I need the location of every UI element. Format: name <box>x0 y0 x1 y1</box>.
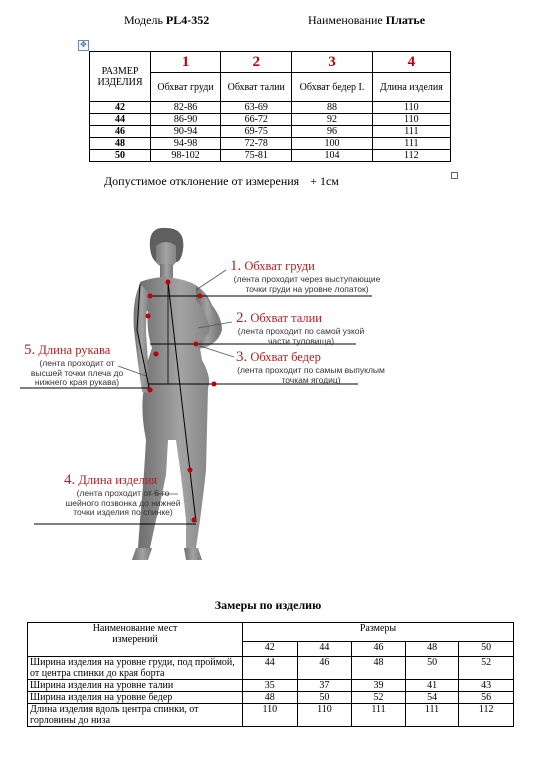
size-col-header: 44 <box>297 642 352 657</box>
annotation-number: 2. <box>236 310 248 326</box>
table-cell: 50 <box>405 657 459 680</box>
measure-name: Длина изделия вдоль центра спинки, от горловины до низа <box>28 704 243 727</box>
table-row <box>90 114 451 126</box>
table-cell: 104 <box>292 150 372 162</box>
tolerance-note <box>104 174 339 189</box>
size-col-header: 48 <box>405 642 459 657</box>
size-table <box>89 51 451 162</box>
column-label: Обхват бедер I. <box>292 73 372 102</box>
size-cell: 50 <box>90 150 151 162</box>
table-cell: 111 <box>352 704 406 727</box>
annotation-sleeve-desc: (лента проходит от высшей точки плеча до нижнего края рукава) <box>30 358 124 387</box>
annotation-length <box>64 472 196 518</box>
annotation-bust-title <box>230 258 390 275</box>
annotation-length-title <box>64 472 196 489</box>
table-cell: 52 <box>352 692 406 704</box>
sizes-header: Размеры <box>243 623 514 642</box>
table-cell: 48 <box>243 692 298 704</box>
name-label: Наименование <box>308 13 383 27</box>
table-cell: 111 <box>405 704 459 727</box>
table-cell: 39 <box>352 680 406 692</box>
annotation-sleeve <box>24 342 134 388</box>
measure-name: Ширина изделия на уровне груди, под проймой, от центра спинки до края борта <box>28 657 243 680</box>
table-cell: 94-98 <box>151 138 221 150</box>
column-number: 2 <box>221 52 292 73</box>
measure-name: Ширина изделия на уровне талии <box>28 680 243 692</box>
size-header: РАЗМЕР ИЗДЕЛИЯ <box>90 52 151 102</box>
annotation-number: 1. <box>230 258 242 274</box>
annotation-waist <box>236 310 376 346</box>
table-cell: 111 <box>372 126 450 138</box>
table-cell: 96 <box>292 126 372 138</box>
annotation-length-desc: (лента проходит от 6-го шейного позвонка до нижней точки изделия по спинке) <box>65 488 181 517</box>
annotation-hips-title <box>236 349 396 366</box>
table-row <box>28 704 514 727</box>
table-row <box>28 657 514 680</box>
annotation-label: Обхват талии <box>247 311 322 325</box>
table-cell: 98-102 <box>151 150 221 162</box>
measure-name: Ширина изделия на уровне бедер <box>28 692 243 704</box>
annotation-bust-desc: (лента проходит через выступающие точки груди на уровне лопаток) <box>233 274 381 294</box>
name-value: Платье <box>385 13 426 27</box>
table-cell: 63-69 <box>221 102 292 114</box>
table-cell: 111 <box>372 138 450 150</box>
annotation-label: Обхват груди <box>241 259 315 273</box>
column-number: 1 <box>151 52 221 73</box>
name-header: Наименование мест измерений <box>28 623 243 657</box>
size-cell: 44 <box>90 114 151 126</box>
table-row <box>90 150 451 162</box>
table-cell: 110 <box>297 704 352 727</box>
table-cell: 48 <box>352 657 406 680</box>
table-cell: 110 <box>372 114 450 126</box>
table-cell: 112 <box>459 704 514 727</box>
product-table <box>27 622 514 727</box>
table-cell: 100 <box>292 138 372 150</box>
annotation-label: Длина изделия <box>75 473 158 487</box>
table-cell: 50 <box>297 692 352 704</box>
model-value: PL4-352 <box>165 13 210 27</box>
column-number: 4 <box>372 52 450 73</box>
annotation-hips-desc: (лента проходит по самым выпуклым точкам ягодиц) <box>237 365 385 385</box>
table-cell: 52 <box>459 657 514 680</box>
table-cell: 66-72 <box>221 114 292 126</box>
table-row <box>90 138 451 150</box>
table-cell: 88 <box>292 102 372 114</box>
column-label: Длина изделия <box>372 73 450 102</box>
annotation-waist-title <box>236 310 376 327</box>
table-cell: 112 <box>372 150 450 162</box>
table-cell: 54 <box>405 692 459 704</box>
table-cell: 43 <box>459 680 514 692</box>
annotation-number: 3. <box>236 349 248 365</box>
table-cell: 75-81 <box>221 150 292 162</box>
size-cell: 48 <box>90 138 151 150</box>
table-cell: 110 <box>372 102 450 114</box>
table-row <box>90 102 451 114</box>
annotation-sleeve-title <box>24 342 134 359</box>
column-number: 3 <box>292 52 372 73</box>
table-cell: 46 <box>297 657 352 680</box>
column-label: Обхват талии <box>221 73 292 102</box>
annotation-label: Длина рукава <box>35 343 111 357</box>
annotation-number: 4. <box>64 472 76 488</box>
annotation-waist-desc: (лента проходит по самой узкой части туловища) <box>237 326 365 346</box>
body-figure-illustration <box>0 200 536 580</box>
annotation-bust <box>230 258 390 294</box>
size-cell: 42 <box>90 102 151 114</box>
size-col-header: 42 <box>243 642 298 657</box>
table-move-handle-icon[interactable]: ✥ <box>78 40 89 51</box>
table-cell: 44 <box>243 657 298 680</box>
annotation-hips <box>236 349 396 385</box>
size-col-header: 46 <box>352 642 406 657</box>
table-cell: 35 <box>243 680 298 692</box>
tolerance-text: Допустимое отклонение от измерения <box>104 174 300 188</box>
annotation-label: Обхват бедер <box>247 350 321 364</box>
annotation-number: 5. <box>24 342 36 358</box>
model-line <box>124 13 209 28</box>
product-table-title: Замеры по изделию <box>214 598 322 612</box>
table-resize-handle[interactable] <box>451 172 458 179</box>
table-cell: 92 <box>292 114 372 126</box>
table-cell: 56 <box>459 692 514 704</box>
table-row <box>90 126 451 138</box>
table-cell: 90-94 <box>151 126 221 138</box>
name-line <box>308 13 425 28</box>
size-cell: 46 <box>90 126 151 138</box>
size-col-header: 50 <box>459 642 514 657</box>
table-cell: 82-86 <box>151 102 221 114</box>
table-cell: 110 <box>243 704 298 727</box>
table-cell: 41 <box>405 680 459 692</box>
model-label: Модель <box>124 13 163 27</box>
tolerance-value: + 1см <box>310 174 339 188</box>
table-row <box>28 680 514 692</box>
column-label: Обхват груди <box>151 73 221 102</box>
table-cell: 37 <box>297 680 352 692</box>
table-cell: 72-78 <box>221 138 292 150</box>
table-cell: 86-90 <box>151 114 221 126</box>
table-cell: 69-75 <box>221 126 292 138</box>
table-row <box>28 692 514 704</box>
